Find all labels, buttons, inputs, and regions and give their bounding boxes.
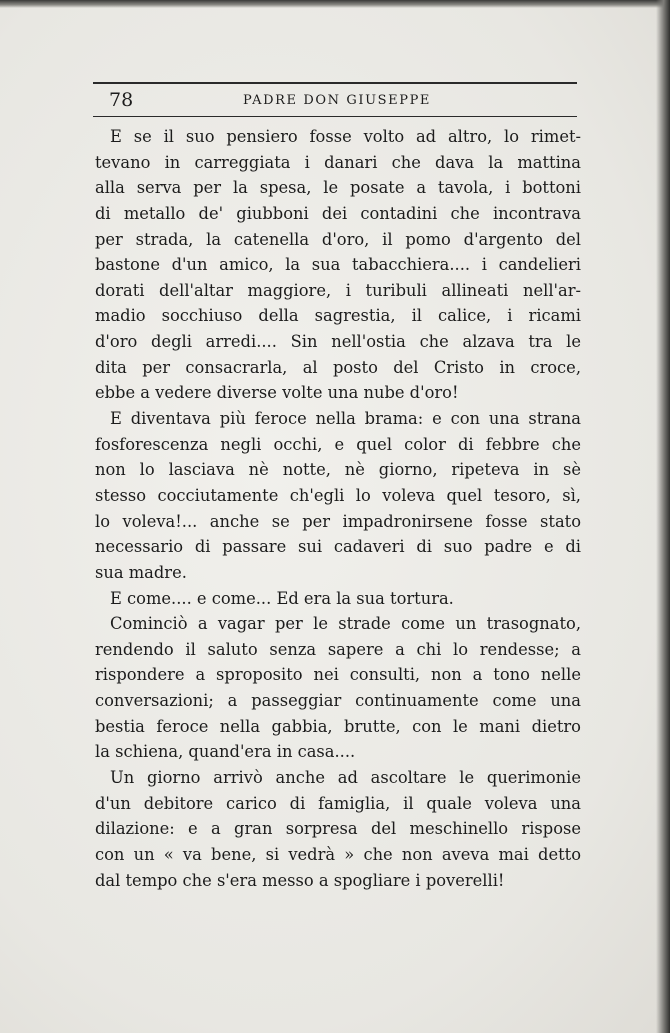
- text-line: di metallo de' giubboni dei contadini che incontrava: [95, 203, 581, 223]
- text-line: rendendo il saluto senza sapere a chi lo rendesse; a: [95, 639, 581, 659]
- paragraph: [95, 406, 581, 585]
- page-top-shadow: [0, 0, 670, 8]
- text-line: rispondere a sproposito nei consulti, non a tono nelle: [95, 665, 581, 685]
- text-line: Cominciò a vagar per le strade come un trasognato,: [110, 614, 581, 634]
- paragraph: [95, 586, 581, 612]
- text-line: bestia feroce nella gabbia, brutte, con le mani dietro: [95, 716, 581, 736]
- text-line: d'oro degli arredi.... Sin nell'ostia che alzava tra le: [95, 332, 581, 352]
- text-line: alla serva per la spesa, le posate a tavola, i bottoni: [95, 178, 581, 198]
- page-number: 78: [109, 89, 134, 111]
- text-line: madio socchiuso della sagrestia, il calice, i ricami: [95, 306, 581, 326]
- header-rule-top: [93, 82, 577, 84]
- text-line: dilazione: e a gran sorpresa del meschinello rispose: [95, 819, 581, 839]
- text-line: la schiena, quand'era in casa....: [95, 742, 356, 762]
- text-line: d'un debitore carico di famiglia, il quale voleva una: [95, 793, 581, 813]
- page-binding-shadow: [656, 0, 670, 1033]
- paragraph: [95, 611, 581, 765]
- text-line: fosforescenza negli occhi, e quel color di febbre che: [95, 434, 581, 454]
- text-line: ebbe a vedere diverse volte una nube d'oro!: [95, 383, 459, 403]
- text-line: tevano in carreggiata i danari che dava la mattina: [95, 152, 581, 172]
- text-line: dorati dell'altar maggiore, i turibuli allineati nell'ar-: [95, 280, 581, 300]
- text-line: E se il suo pensiero fosse volto ad altro, lo rimet-: [110, 127, 581, 146]
- text-line: con un « va bene, si vedrà » che non aveva mai detto: [95, 844, 581, 864]
- body-text: [95, 124, 581, 893]
- paragraph: [95, 124, 581, 406]
- text-line: bastone d'un amico, la sua tabacchiera.... i candelieri: [95, 255, 581, 275]
- text-line: per strada, la catenella d'oro, il pomo d'argento del: [95, 229, 581, 249]
- text-line: non lo lasciava nè notte, nè giorno, ripeteva in sè: [95, 460, 581, 480]
- text-line: lo voleva!... anche se per impadronirsene fosse stato: [95, 511, 581, 531]
- text-line: E diventava più feroce nella brama: e con una strana: [110, 409, 581, 429]
- text-line: dita per consacrarla, al posto del Cristo in croce,: [95, 357, 581, 377]
- text-line: necessario di passare sui cadaveri di suo padre e di: [95, 537, 581, 557]
- text-line: dal tempo che s'era messo a spogliare i poverelli!: [95, 870, 505, 890]
- text-line: Un giorno arrivò anche ad ascoltare le querimonie: [110, 768, 581, 788]
- text-line: sua madre.: [95, 562, 187, 582]
- running-title: PADRE DON GIUSEPPE: [243, 93, 432, 108]
- page-header: [93, 82, 577, 118]
- text-line: stesso cocciutamente ch'egli lo voleva quel tesoro, sì,: [95, 485, 581, 505]
- text-line: E come.... e come... Ed era la sua tortura.: [110, 588, 454, 608]
- header-rule-bottom: [93, 116, 577, 117]
- text-line: conversazioni; a passeggiar continuamente come una: [95, 691, 581, 711]
- paragraph: [95, 765, 581, 893]
